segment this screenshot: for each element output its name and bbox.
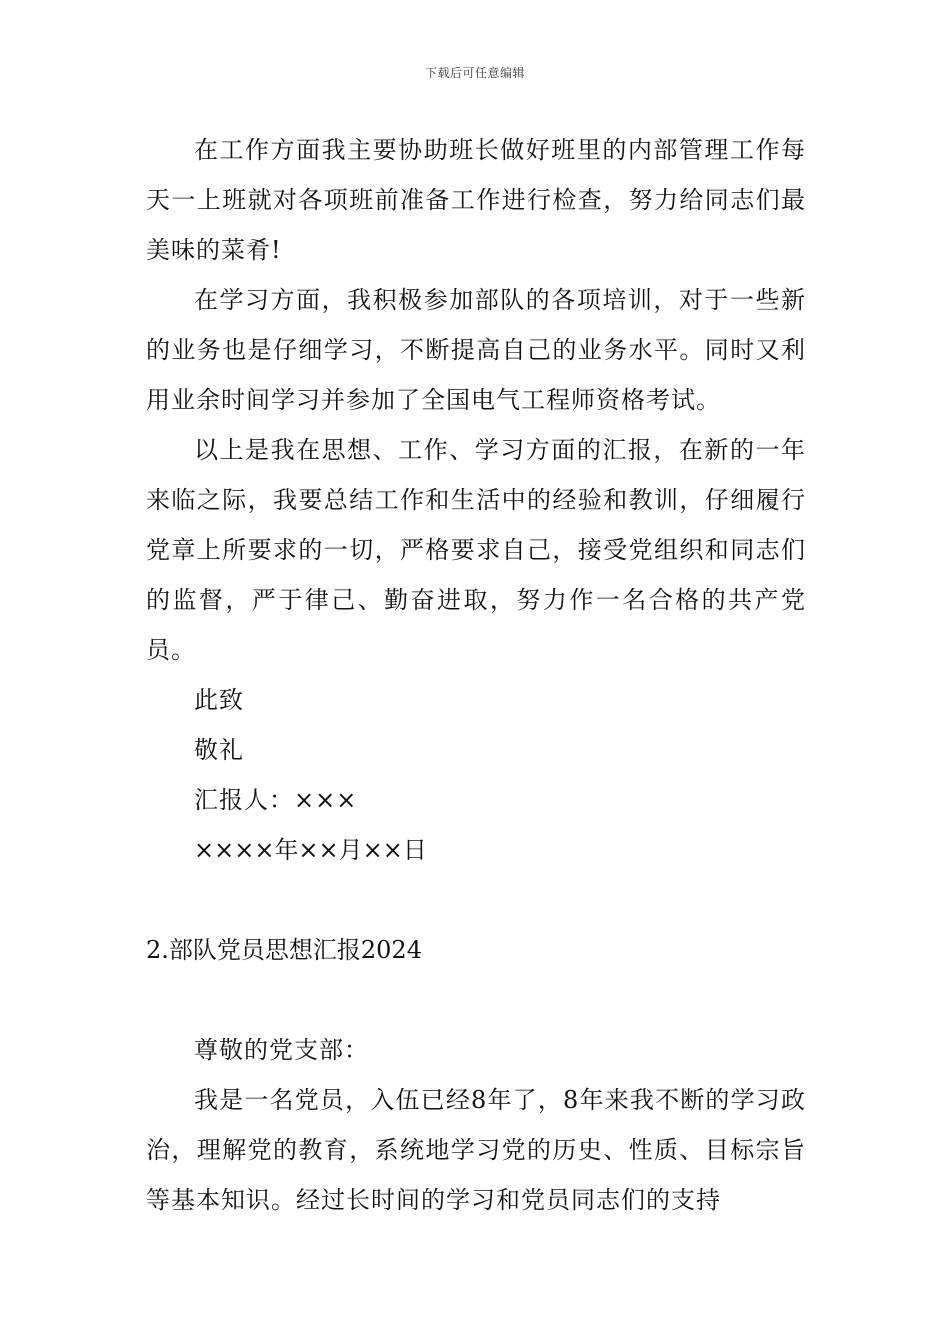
paragraph-intro: 我是一名党员，入伍已经8年了，8年来我不断的学习政治，理解党的教育，系统地学习党的历史、性质、目标宗旨等基本知识。经过长时间的学习和党员同志们的支持 xyxy=(146,1086,806,1214)
paragraph-summary: 以上是我在思想、工作、学习方面的汇报，在新的一年来临之际，我要总结工作和生活中的经验和教训，仔细履行党章上所要求的一切，严格要求自己，接受党组织和同志们的监督，严于律己、勤奋进取，努力作一名合格的共产党员。 xyxy=(146,436,806,664)
closing-jingli: 敬礼 xyxy=(194,736,244,764)
paragraph-study: 在学习方面，我积极参加部队的各项培训，对于一些新的业务也是仔细学习，不断提高自己的业务水平。同时又利用业余时间学习并参加了全国电气工程师资格考试。 xyxy=(146,286,806,414)
header-note: 下载后可任意编辑 xyxy=(424,66,525,80)
salutation: 尊敬的党支部： xyxy=(194,1036,369,1064)
reporter-line: 汇报人：××× xyxy=(194,786,358,814)
document-body xyxy=(146,125,806,1225)
date-line: ××××年××月××日 xyxy=(194,836,427,864)
section-title: 2.部队党员思想汇报2024 xyxy=(146,936,422,964)
paragraph-work: 在工作方面我主要协助班长做好班里的内部管理工作每天一上班就对各项班前准备工作进行检查，努力给同志们最美味的菜肴! xyxy=(146,136,806,264)
closing-cizhi: 此致 xyxy=(194,686,244,714)
